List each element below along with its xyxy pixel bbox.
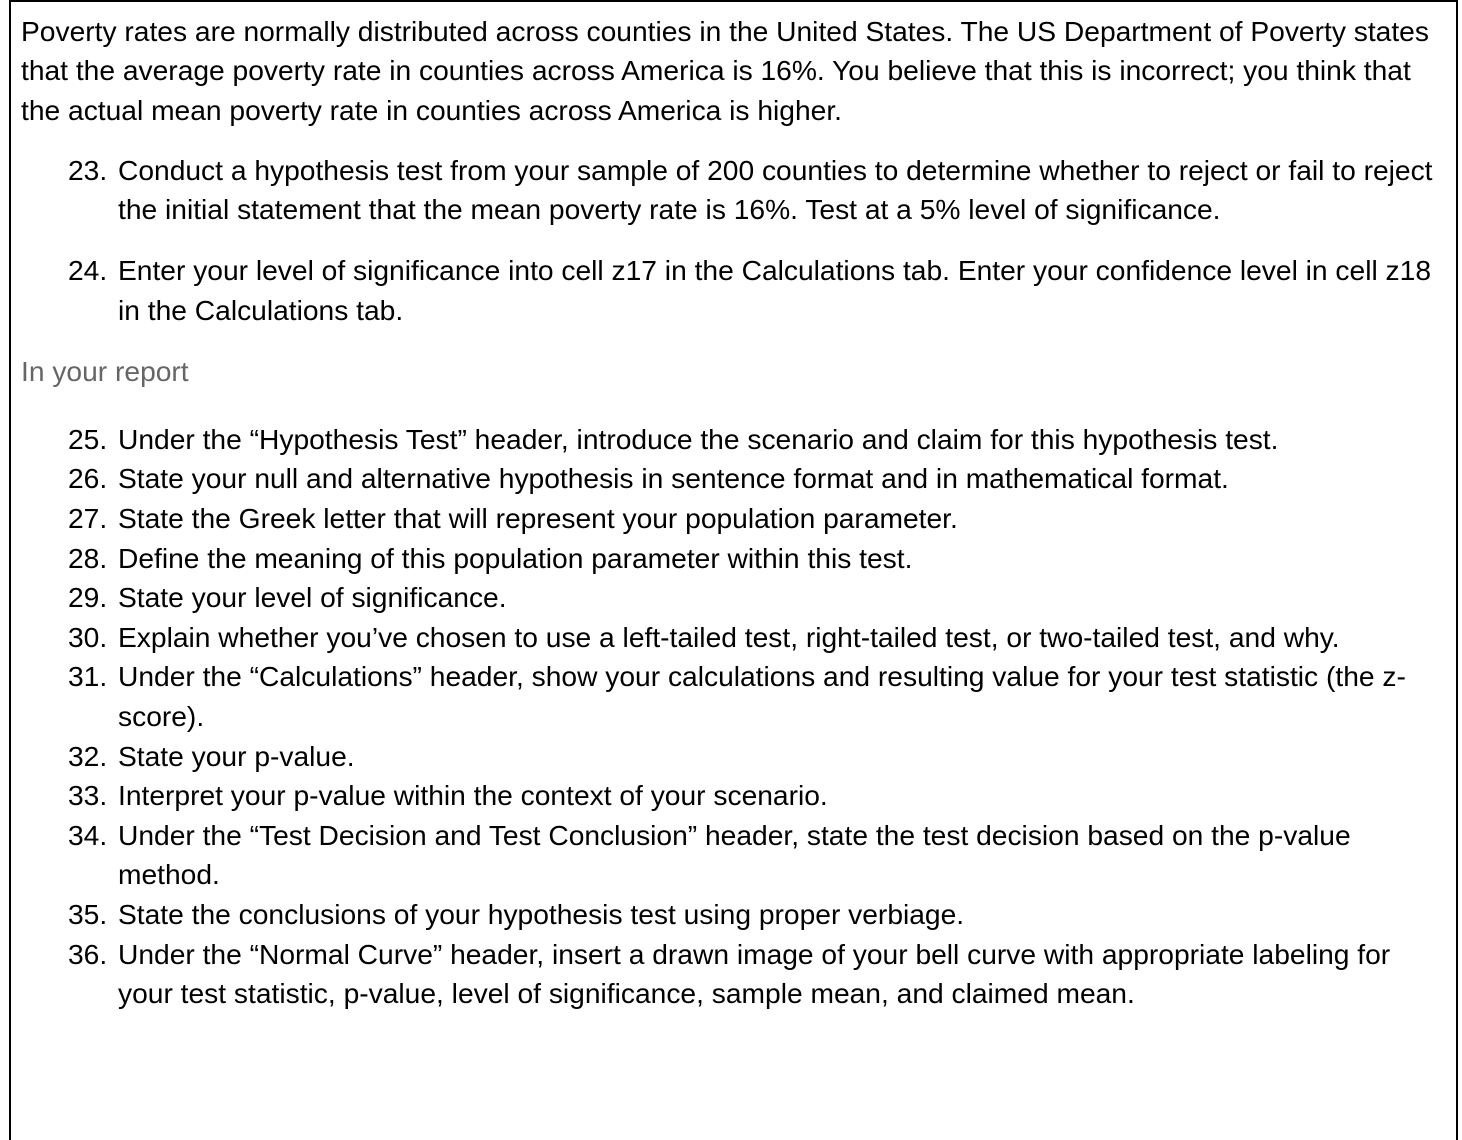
item-text: State the conclusions of your hypothesis test using proper verbiage. <box>118 897 965 930</box>
steps-list <box>21 151 1451 330</box>
item-number: 23. <box>68 153 108 186</box>
list-item <box>21 618 1451 658</box>
intro-paragraph: Poverty rates are normally distributed across counties in the United States. The US Department of Poverty states that the average poverty rate in counties across America is 16%. You believe that this is incorrect; you think that the actual mean poverty rate in counties across America is higher. <box>21 15 1429 126</box>
list-item <box>21 499 1451 539</box>
item-number: 34. <box>68 818 108 851</box>
item-text: Interpret your p-value within the context of your scenario. <box>118 779 828 812</box>
list-item <box>21 935 1451 1014</box>
item-number: 29. <box>68 581 108 614</box>
item-text: State your level of significance. <box>118 581 507 614</box>
list-item <box>21 816 1451 895</box>
list-item <box>21 539 1451 579</box>
item-text: Explain whether you’ve chosen to use a left-tailed test, right-tailed test, or two-tailed test, and why. <box>118 620 1340 653</box>
list-item <box>21 737 1451 777</box>
report-heading: In your report <box>21 355 189 388</box>
item-number: 36. <box>68 937 108 970</box>
item-text: State the Greek letter that will represent your population parameter. <box>118 502 958 535</box>
list-item <box>21 251 1451 330</box>
list-item <box>21 459 1451 499</box>
report-items-list <box>21 420 1451 1014</box>
item-text: Define the meaning of this population parameter within this test. <box>118 541 913 574</box>
item-number: 32. <box>68 739 108 772</box>
item-number: 28. <box>68 541 108 574</box>
list-item <box>21 657 1451 736</box>
assignment-content <box>21 12 1451 1014</box>
item-text: State your null and alternative hypothesis in sentence format and in mathematical format. <box>118 462 1229 495</box>
item-text: Under the “Normal Curve” header, insert a drawn image of your bell curve with appropriate labeling for your test statistic, p-value, level of significance, sample mean, and claimed mean. <box>118 937 1391 1010</box>
item-number: 33. <box>68 779 108 812</box>
item-number: 30. <box>68 620 108 653</box>
item-number: 31. <box>68 660 108 693</box>
item-text: Under the “Calculations” header, show your calculations and resulting value for your test statistic (the z-score). <box>118 660 1406 733</box>
list-item <box>21 776 1451 816</box>
list-item <box>21 578 1451 618</box>
item-text: State your p-value. <box>118 739 355 772</box>
item-text: Conduct a hypothesis test from your sample of 200 counties to determine whether to reject or fail to reject the initial statement that the mean poverty rate is 16%. Test at a 5% level of significance. <box>118 153 1433 226</box>
item-number: 25. <box>68 422 108 455</box>
item-number: 26. <box>68 462 108 495</box>
item-text: Enter your level of significance into cell z17 in the Calculations tab. Enter your confidence level in cell z18 in the Calculations tab. <box>118 254 1432 326</box>
item-number: 27. <box>68 502 108 535</box>
item-number: 35. <box>68 897 108 930</box>
list-item <box>21 151 1451 230</box>
item-text: Under the “Test Decision and Test Conclusion” header, state the test decision based on the p-value method. <box>118 818 1351 891</box>
list-item <box>21 420 1451 460</box>
list-item <box>21 895 1451 935</box>
item-number: 24. <box>68 254 108 287</box>
item-text: Under the “Hypothesis Test” header, introduce the scenario and claim for this hypothesis test. <box>118 422 1279 455</box>
